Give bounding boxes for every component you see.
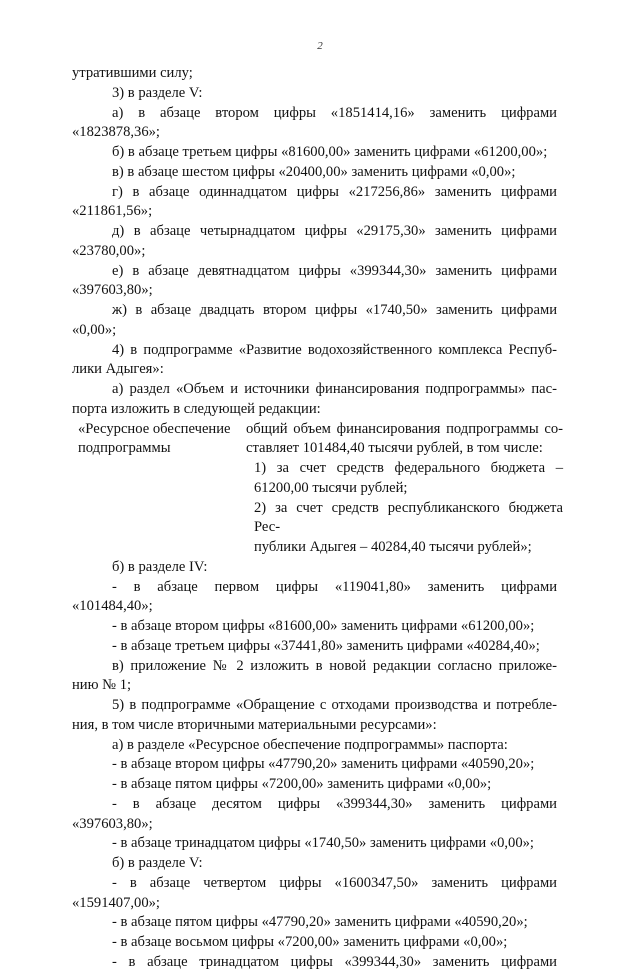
passport-table-line: 2) за счет средств республиканского бюджета Рес- [254, 499, 563, 536]
passport-table-line: публики Адыгея – 40284,40 тысячи рублей»; [254, 539, 532, 555]
paragraph-line: «101484,40»; [72, 598, 153, 615]
paragraph-line: - в абзаце втором цифры «81600,00» заменить цифрами «61200,00»; [112, 618, 535, 634]
paragraph-line: ния, в том числе вторичными материальными ресурсами»: [72, 716, 437, 733]
paragraph-line: «211861,56»; [72, 203, 153, 220]
paragraph-line: г) в абзаце одиннадцатом цифры «217256,86» заменить цифрами [112, 183, 557, 200]
passport-table-line: ставляет 101484,40 тысячи рублей, в том числе: [246, 440, 543, 457]
passport-table-line: 61200,00 тысячи рублей; [254, 479, 408, 496]
passport-table-line: 1) за счет средств федерального бюджета – [254, 460, 563, 476]
paragraph-line: а) в разделе «Ресурсное обеспечение подпрограммы» паспорта: [112, 736, 508, 753]
paragraph-line: в) в абзаце шестом цифры «20400,00» заменить цифрами «0,00»; [112, 163, 516, 180]
paragraph-line: нию № 1; [72, 677, 132, 694]
paragraph-line: - в абзаце пятом цифры «7200,00» заменить цифрами «0,00»; [112, 776, 492, 792]
paragraph-line: «23780,00»; [72, 242, 146, 259]
paragraph-line: - в абзаце пятом цифры «47790,20» заменить цифрами «40590,20»; [112, 914, 528, 931]
paragraph-line: а) в абзаце втором цифры «1851414,16» заменить цифрами [112, 104, 557, 121]
paragraph-line: лики Адыгея»: [72, 361, 164, 378]
amendments-list-top [72, 64, 557, 420]
paragraph-line: порта изложить в следующей редакции: [72, 400, 321, 417]
paragraph-line: - в абзаце десятом цифры «399344,30» заменить цифрами [112, 795, 557, 812]
paragraph-line: - в абзаце четвертом цифры «1600347,50» заменить цифрами [112, 874, 557, 891]
paragraph-line: - в абзаце тринадцатом цифры «399344,30» заменить цифрами [112, 953, 557, 970]
passport-table [78, 420, 563, 558]
paragraph-line: «0,00»; [72, 321, 117, 338]
paragraph-line: е) в абзаце девятнадцатом цифры «399344,30» заменить цифрами [112, 262, 557, 279]
paragraph-line: ж) в абзаце двадцать втором цифры «1740,50» заменить цифрами [112, 302, 557, 318]
paragraph-line: утратившими силу; [72, 65, 193, 81]
passport-table-line: общий объем финансирования подпрограммы со- [246, 420, 563, 437]
page-number: 2 [317, 40, 323, 52]
paragraph-line: «1591407,00»; [72, 894, 160, 911]
paragraph-line: - в абзаце втором цифры «47790,20» заменить цифрами «40590,20»; [112, 756, 535, 773]
amendments-list-bottom [72, 558, 557, 973]
paragraph-line: - в абзаце первом цифры «119041,80» заменить цифрами [112, 578, 557, 595]
paragraph-line: д) в абзаце четырнадцатом цифры «29175,30» заменить цифрами [112, 223, 557, 239]
paragraph-line: б) в разделе V: [112, 855, 203, 871]
passport-table-label: «Ресурсное обеспечение подпрограммы [78, 420, 231, 457]
paragraph-line: «397603,80»; [72, 282, 153, 299]
paragraph-line: - в абзаце восьмом цифры «7200,00» заменить цифрами «0,00»; [112, 934, 508, 950]
paragraph-line: 3) в разделе V: [112, 84, 203, 101]
paragraph-line: а) раздел «Объем и источники финансирования подпрограммы» пас- [112, 381, 557, 397]
document-body [72, 64, 563, 973]
paragraph-line: 5) в подпрограмме «Обращение с отходами производства и потребле- [112, 697, 557, 713]
paragraph-line: б) в абзаце третьем цифры «81600,00» заменить цифрами «61200,00»; [112, 144, 548, 160]
paragraph-line: в) приложение № 2 изложить в новой редакции согласно приложе- [112, 657, 557, 674]
paragraph-line: «397603,80»; [72, 815, 153, 832]
paragraph-line: - в абзаце тринадцатом цифры «1740,50» заменить цифрами «0,00»; [112, 835, 534, 852]
paragraph-line: - в абзаце третьем цифры «37441,80» заменить цифрами «40284,40»; [112, 637, 540, 654]
paragraph-line: 4) в подпрограмме «Развитие водохозяйственного комплекса Респуб- [112, 341, 557, 358]
paragraph-line: б) в разделе IV: [112, 558, 208, 575]
passport-table-value [246, 420, 563, 558]
paragraph-line: «1823878,36»; [72, 124, 160, 141]
